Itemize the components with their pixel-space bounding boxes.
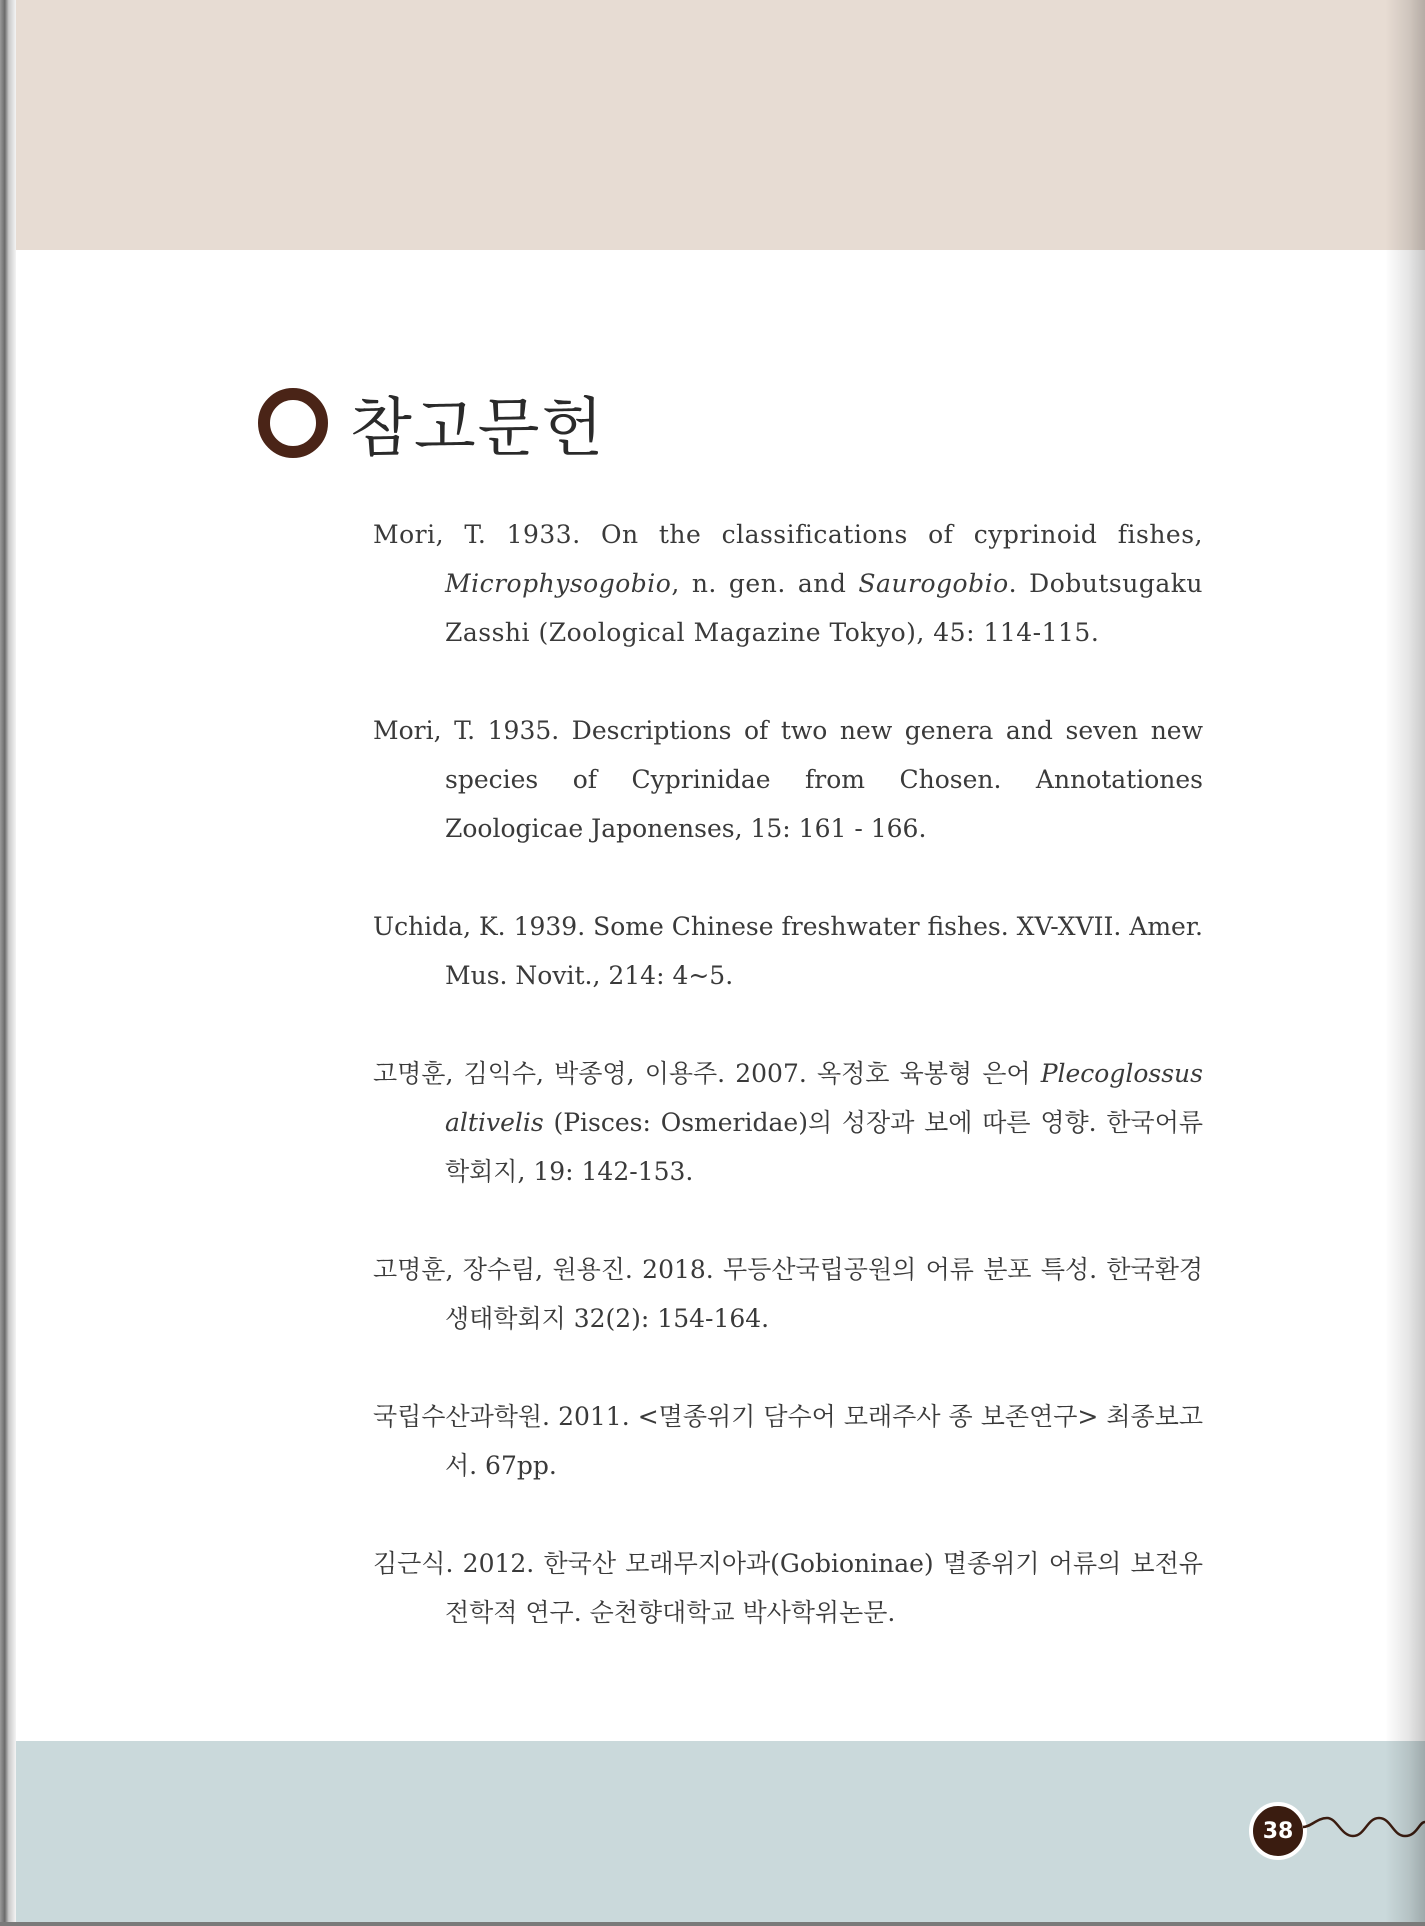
reference-item xyxy=(373,1539,1203,1637)
header-band xyxy=(16,0,1425,250)
wave-decoration-icon xyxy=(1303,1812,1425,1842)
reference-item xyxy=(373,510,1203,657)
page-edge-right xyxy=(1385,0,1425,1926)
reference-text: Mori, T. 1933. On the classifications of cyprinoid fishes, xyxy=(373,520,1203,549)
reference-text: 김근식. 2012. 한국산 모래무지아과(Gobioninae) 멸종위기 어류의 보전유전학적 연구. 순천향대학교 박사학위논문. xyxy=(373,1549,1203,1627)
footer-band xyxy=(16,1741,1425,1922)
reference-text: , n. gen. and xyxy=(671,569,859,598)
reference-item xyxy=(373,706,1203,853)
reference-text: 고명훈, 김익수, 박종영, 이용주. 2007. 옥정호 육봉형 은어 xyxy=(373,1059,1041,1088)
circle-bullet-icon xyxy=(258,388,328,458)
reference-item xyxy=(373,1245,1203,1343)
reference-list xyxy=(373,510,1203,1686)
reference-item xyxy=(373,1049,1203,1196)
title-row xyxy=(258,378,605,468)
reference-text: 고명훈, 장수림, 원용진. 2018. 무등산국립공원의 어류 분포 특성. 한국환경생태학회지 32(2): 154-164. xyxy=(373,1255,1203,1333)
reference-text: (Pisces: Osmeridae)의 성장과 보에 따른 영향. 한국어류학회지, 19: 142-153. xyxy=(445,1108,1203,1186)
reference-text: . Dobutsugaku Zasshi (Zoological Magazine Tokyo), 45: 114-115. xyxy=(445,569,1203,647)
page-edge-bottom xyxy=(0,1922,1425,1926)
page-number: 38 xyxy=(1249,1802,1307,1860)
reference-text: Uchida, K. 1939. Some Chinese freshwater fishes. XV-XVII. Amer. Mus. Novit., 214: 4~5. xyxy=(373,912,1203,990)
reference-text: 국립수산과학원. 2011. <멸종위기 담수어 모래주사 종 보존연구> 최종보고서. 67pp. xyxy=(373,1402,1203,1480)
reference-item xyxy=(373,902,1203,1000)
reference-item xyxy=(373,1392,1203,1490)
reference-text: Mori, T. 1935. Descriptions of two new genera and seven new species of Cyprinidae from Chosen. Annotationes Zoologicae Japonenses, 15: 161 - 166. xyxy=(373,716,1203,843)
page-edge-left xyxy=(0,0,16,1926)
reference-italic-text: Saurogobio xyxy=(858,569,1009,598)
reference-italic-text: Microphysogobio xyxy=(445,569,672,598)
reference-italic-text: Plecoglossus altivelis xyxy=(445,1059,1203,1137)
page-title: 참고문헌 xyxy=(350,392,606,466)
